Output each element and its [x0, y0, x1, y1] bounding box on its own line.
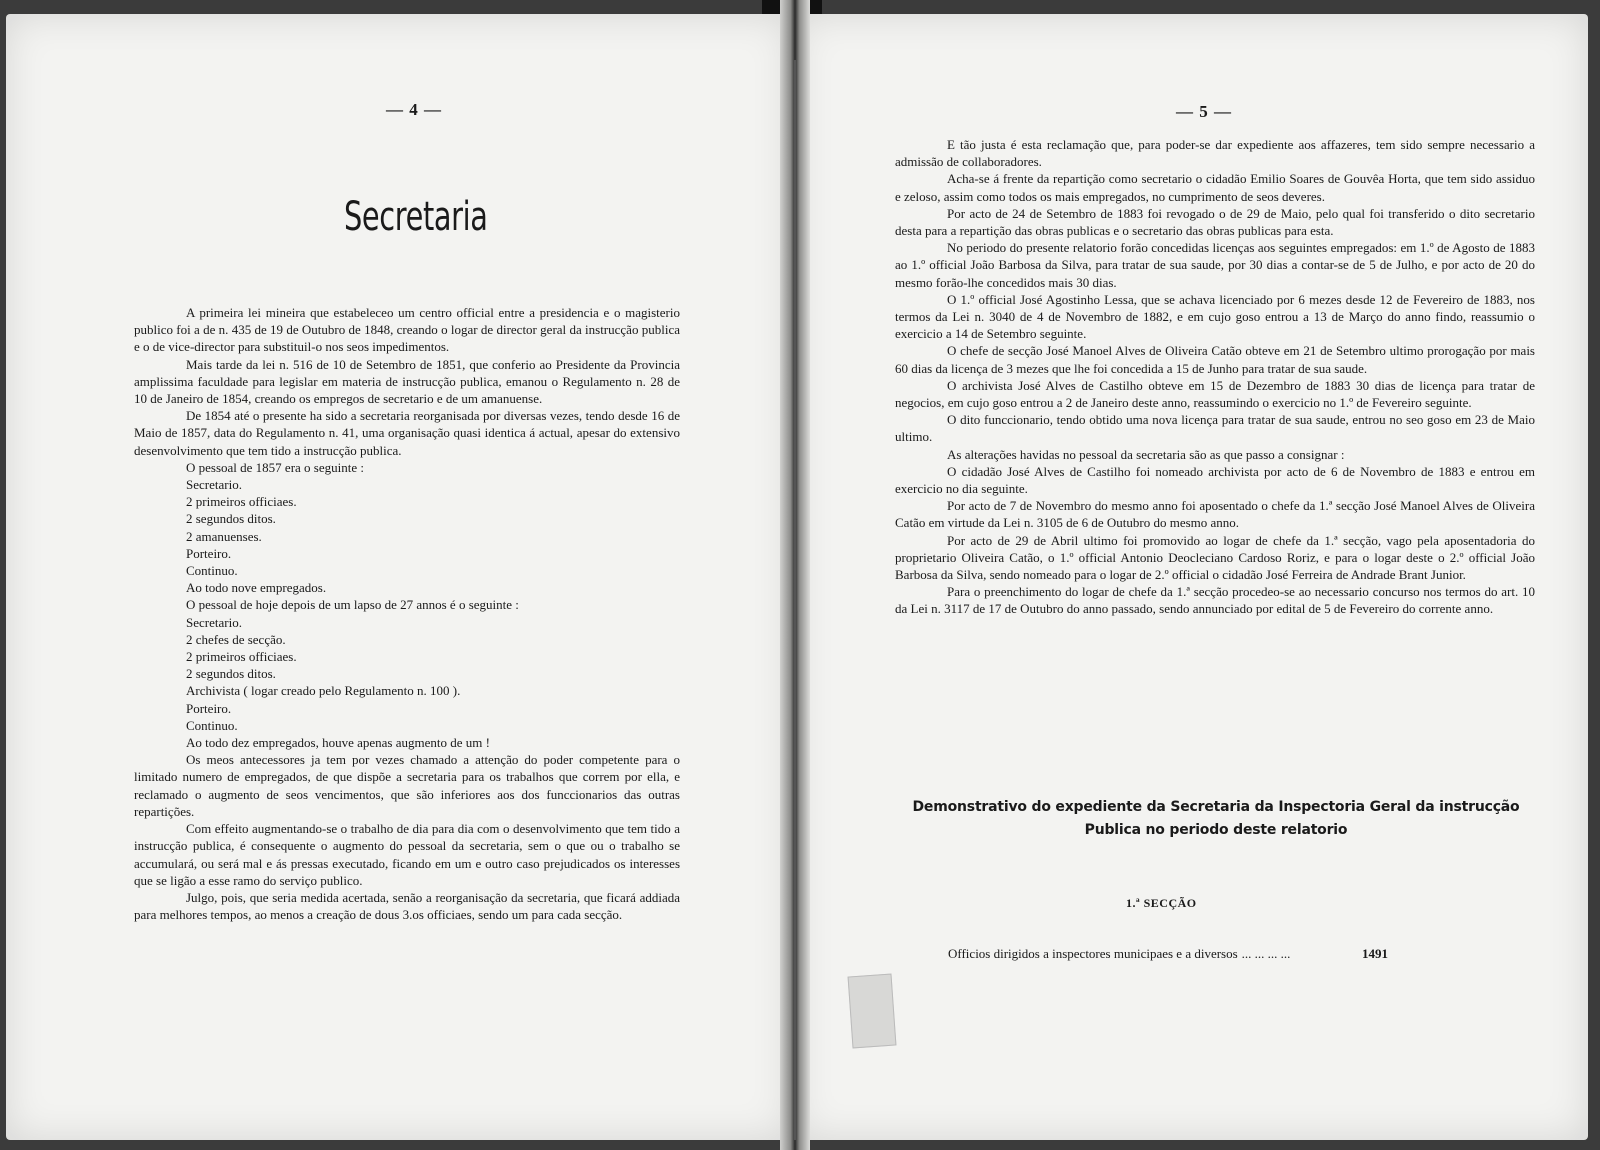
paragraph: Continuo. [186, 563, 238, 579]
paragraph: No periodo do presente relatorio forão concedidas licenças aos seguintes empregados: em 1.º de Agosto de 1883 ao 1.º official João Barbosa da Silva, para tratar de sua saude, por 30 dias a contar-se de 5 de Julho, e por acto de 20 do mesmo forão-lhe concedidos mais 30 dias. [895, 240, 1535, 290]
paragraph: 2 primeiros officiaes. [186, 494, 297, 510]
paragraph: O 1.º official José Agostinho Lessa, que se achava licenciado por 6 mezes desde 12 de Fevereiro de 1883, nos termos da Lei n. 3040 de 4 de Novembro de 1882, e em cujo goso entrou a 13 de Março do anno findo, reassumio o exercicio a 14 de Setembro seguinte. [895, 291, 1535, 342]
paragraph: A primeira lei mineira que estabeleceo um centro official entre a presidencia e o magisterio publico foi a de n. 435 de 19 de Outubro de 1848, creando o logar de director geral da instrucção publica e o de vice-director para substituil-o nos seos impedimentos. [134, 305, 680, 355]
right-body-text [895, 136, 1535, 618]
demonstrativo-line-2: Publica no periodo deste relatorio [1084, 822, 1348, 838]
page-number-left: — 4 — [386, 100, 442, 119]
paragraph: Secretario. [186, 477, 242, 493]
demonstrativo-heading [856, 796, 1576, 842]
paragraph: 2 segundos ditos. [186, 511, 276, 527]
paragraph: Archivista ( logar creado pelo Regulamento n. 100 ). [186, 683, 461, 699]
paragraph: Por acto de 24 de Setembro de 1883 foi revogado o de 29 de Maio, pelo qual foi transferido o dito secretario desta para a repartição das obras publicas e o secretario das obras publicas para esta. [895, 205, 1535, 239]
paragraph: 2 segundos ditos. [186, 666, 276, 682]
right-page [796, 14, 1588, 1140]
paragraph: E tão justa é esta reclamação que, para poder-se dar expediente aos affazeres, tem sido sempre necessario a admissão de collaboradores. [895, 137, 1535, 170]
paragraph: O chefe de secção José Manoel Alves de Oliveira Catão obteve em 21 de Setembro ultimo prorogação por mais 60 dias da licença de 3 mezes que lhe foi concedida a 15 de Junho para tratar de sua saude. [895, 343, 1535, 376]
paragraph: 2 chefes de secção. [186, 631, 286, 647]
paragraph: 2 primeiros officiaes. [186, 649, 297, 665]
binding-thread [794, 60, 796, 1140]
paragraph: Secretario. [186, 614, 242, 630]
paragraph: Porteiro. [186, 545, 232, 561]
paragraph: O pessoal de 1857 era o seguinte : [186, 459, 364, 475]
paragraph: 2 amanuenses. [186, 528, 262, 544]
paragraph: Porteiro. [186, 700, 232, 716]
paragraph: O cidadão José Alves de Castilho foi nomeado archivista por acto de 6 de Novembro de 1883 e entrou em exercicio no dia seguinte. [895, 463, 1535, 497]
paragraph: Para o preenchimento do logar de chefe da 1.ª secção procedeo-se ao necessario concurso nos termos do art. 10 da Lei n. 3117 de 17 de Outubro do anno passado, sendo annunciado por edital de 5 de Fevereiro do corrente anno. [895, 584, 1535, 617]
demonstrativo-line-1: Demonstrativo do expediente da Secretaria da Inspectoria Geral da instrucção [912, 799, 1520, 815]
paragraph: Por acto de 7 de Novembro do mesmo anno foi aposentado o chefe da 1.ª secção José Manoel Alves de Oliveira Catão em virtude da Lei n. 3105 de 6 de Outubro do mesmo anno. [895, 498, 1535, 531]
paragraph: De 1854 até o presente ha sido a secretaria reorganisada por diversas vezes, tendo desde 16 de Maio de 1857, data do Regulamento n. 41, uma organisação quasi identica á actual, apesar do extensivo desenvolvimento que tem tido a instrucção publica. [134, 408, 680, 458]
paragraph: Ao todo nove empregados. [186, 580, 327, 596]
paragraph: O archivista José Alves de Castilho obteve em 15 de Dezembro de 1883 30 dias de licença para tratar de negocios, em cujo goso entrou a 2 de Janeiro deste anno, reassumindo o exercicio no 1.º de Fevereiro seguinte. [895, 377, 1535, 411]
left-body-text [134, 304, 680, 923]
paragraph: As alterações havidas no pessoal da secretaria são as que passo a consignar : [947, 446, 1345, 462]
paragraph: Mais tarde da lei n. 516 de 10 de Setembro de 1851, que conferio ao Presidente da Provincia amplissima faculdade para legislar em materia de instrucção publica, emanou o Regulamento n. 28 de 10 de Janeiro de 1854, creando os empregos de secretario e de um amanuense. [134, 356, 680, 407]
paragraph: O dito funccionario, tendo obtido uma nova licença para tratar de sua saude, entrou no seo goso em 23 de Maio ultimo. [895, 412, 1535, 445]
page-title: Secretaria [344, 194, 488, 240]
officios-row [948, 946, 1388, 962]
officios-value: 1491 [1362, 946, 1388, 961]
paragraph: O pessoal de hoje depois de um lapso de 27 annos é o seguinte : [186, 597, 519, 613]
paragraph: Julgo, pois, que seria medida acertada, senão a reorganisação da secretaria, que ficará addiada para melhores tempos, ao menos a creação de dous 3.os officiaes, sendo um para cada secção. [134, 889, 680, 923]
paper-stain [848, 974, 897, 1049]
officios-label: Officios dirigidos a inspectores municipaes e a diversos [948, 946, 1238, 961]
officios-leader: ... ... ... ... [1241, 946, 1291, 961]
left-page [6, 14, 790, 1140]
paragraph: Com effeito augmentando-se o trabalho de dia para dia com o desenvolvimento que tem tido a instrucção publica, é consequente o augmento do pessoal da secretaria, sem o que ou o trabalho se accumulará, ou será mal e ás pressas executado, ficando em um e outro caso prejudicados os interesses que se ligão a esse ramo do serviço publico. [134, 821, 680, 888]
paragraph: Os meos antecessores ja tem por vezes chamado a attenção do poder competente para o limitado numero de empregados, de que dispõe a secretaria para os trabalhos que correm por ella, e reclamado o augmento de seos vencimentos, que são inferiores aos dos funccionarios das outras repartições. [134, 752, 680, 819]
paragraph: Ao todo dez empregados, houve apenas augmento de um ! [186, 735, 490, 751]
paragraph: Acha-se á frente da repartição como secretario o cidadão Emilio Soares de Gouvêa Horta, que tem sido assiduo e zeloso, assim como todos os mais empregados, no cumprimento de seos deveres. [895, 171, 1535, 204]
page-number-right: — 5 — [1176, 102, 1232, 121]
paragraph: Por acto de 29 de Abril ultimo foi promovido ao logar de chefe da 1.ª secção, vago pela aposentadoria do proprietario Oliveira Catão, o 1.º official Antonio Deocleciano Cardoso Roriz, e para o logar deste o 2.º official João Barbosa da Silva, sendo nomeado para o logar de 2.º official o cidadão José Ferreira de Andrade Brant Junior. [895, 532, 1535, 583]
paragraph: Continuo. [186, 717, 238, 733]
section-heading: 1.ª SECÇÃO [1126, 896, 1197, 910]
